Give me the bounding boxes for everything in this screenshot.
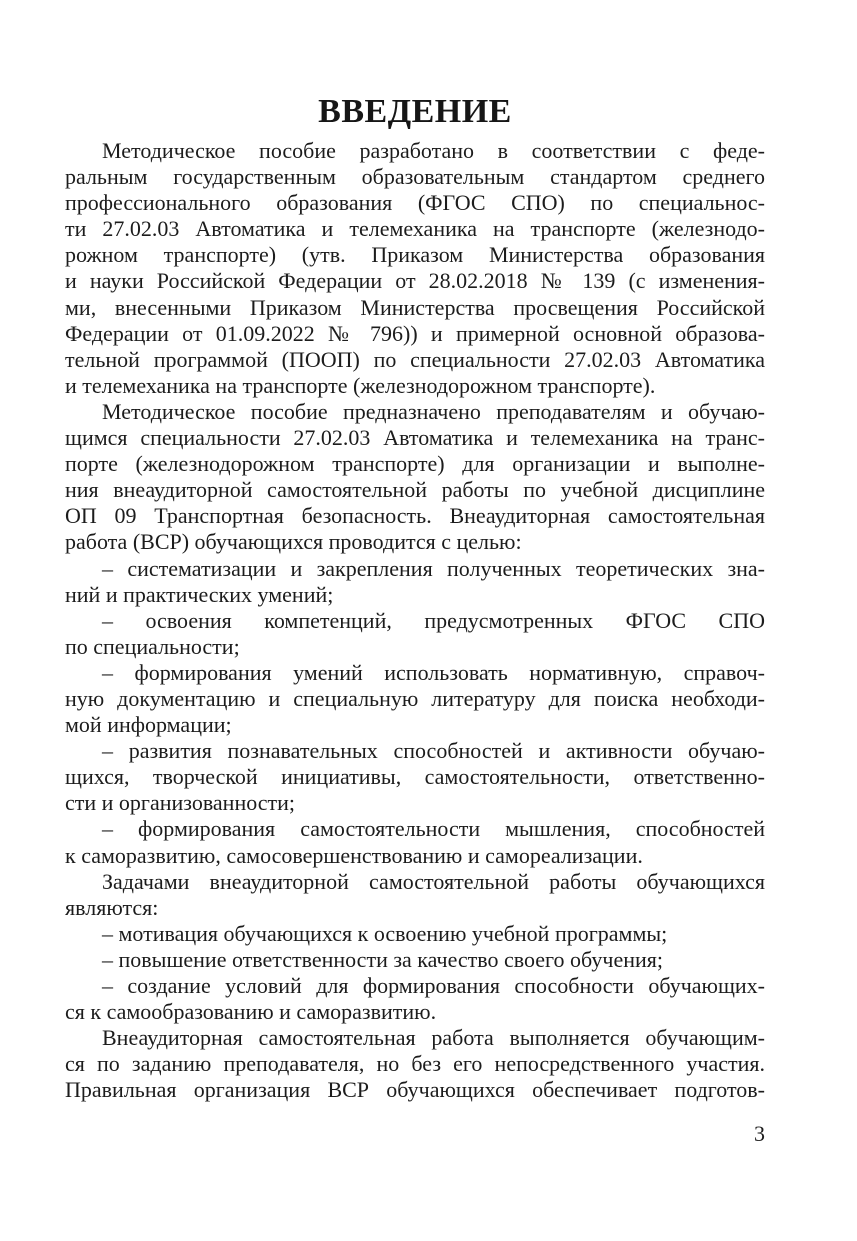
text-line: рожном транспорте) (утв. Приказом Министерства образования <box>65 242 765 268</box>
paragraph <box>65 947 765 973</box>
paragraph <box>65 921 765 947</box>
page-number: 3 <box>754 1121 765 1146</box>
paragraph <box>65 608 765 660</box>
text-line: работа (ВСР) обучающихся проводится с целью: <box>65 529 522 555</box>
text-line: – формирования умений использовать нормативную, справоч- <box>102 659 765 685</box>
text-line: ральным государственным образовательным стандартом среднего <box>65 164 765 190</box>
paragraph <box>65 556 765 608</box>
text-line: ний и практических умений; <box>65 581 334 607</box>
text-line: Методическое пособие разработано в соответствии с феде- <box>102 138 765 163</box>
text-line: щихся, творческой инициативы, самостоятельности, ответственно- <box>65 764 765 790</box>
text-line: Внеаудиторная самостоятельная работа выполняется обучающим- <box>102 1025 765 1051</box>
page-content <box>65 93 765 1103</box>
text-line: ми, внесенными Приказом Министерства просвещения Российской <box>65 294 765 320</box>
paragraph <box>65 738 765 816</box>
text-line: к саморазвитию, самосовершенствованию и самореализации. <box>65 842 643 868</box>
paragraph <box>65 1025 765 1103</box>
text-line: Федерации от 01.09.2022 № 796)) и примерной основной образова- <box>65 320 765 346</box>
text-line: ную документацию и специальную литературу для поиска необходи- <box>65 685 765 711</box>
text-line: – формирования самостоятельности мышления, способностей <box>102 816 765 842</box>
text-line: и науки Российской Федерации от 28.02.2018 № 139 (с изменения- <box>65 268 765 294</box>
paragraph <box>65 399 765 556</box>
paragraph <box>65 660 765 738</box>
text-line: Методическое пособие предназначено преподавателям и обучаю- <box>102 398 765 424</box>
text-line: профессионального образования (ФГОС СПО) по специальнос- <box>65 190 765 216</box>
text-line: – создание условий для формирования способности обучающих- <box>102 973 765 998</box>
text-line: – мотивация обучающихся к освоению учебной программы; <box>102 920 668 946</box>
text-line: Задачами внеаудиторной самостоятельной работы обучающихся <box>102 868 765 894</box>
paragraph <box>65 816 765 868</box>
text-line: Правильная организация ВСР обучающихся обеспечивает подготов- <box>65 1077 765 1103</box>
text-line: щимся специальности 27.02.03 Автоматика и телемеханика на транс- <box>65 425 765 451</box>
text-line: ния внеаудиторной самостоятельной работы по учебной дисциплине <box>65 477 765 503</box>
text-line: порте (железнодорожном транспорте) для организации и выполне- <box>65 451 765 477</box>
text-line: – повышение ответственности за качество своего обучения; <box>102 946 663 972</box>
paragraph <box>65 869 765 921</box>
text-line: ся к самообразованию и саморазвитию. <box>65 999 437 1025</box>
text-line: – освоения компетенций, предусмотренных ФГОС СПО <box>102 607 765 633</box>
page-title: ВВЕДЕНИЕ <box>318 93 512 130</box>
text-line: по специальности; <box>65 633 240 659</box>
paragraph <box>65 973 765 1025</box>
text-block <box>65 138 765 1103</box>
text-line: являются: <box>65 894 159 920</box>
text-line: тельной программой (ПООП) по специальности 27.02.03 Автоматика <box>65 346 765 372</box>
text-line: ся по заданию преподавателя, но без его непосредственного участия. <box>65 1051 765 1077</box>
paragraph <box>65 138 765 399</box>
text-line: мой информации; <box>65 712 232 738</box>
text-line: ти 27.02.03 Автоматика и телемеханика на транспорте (железнодо- <box>65 216 765 242</box>
text-line: ОП 09 Транспортная безопасность. Внеаудиторная самостоятельная <box>65 503 765 529</box>
text-line: сти и организованности; <box>65 790 296 816</box>
text-line: – систематизации и закрепления полученных теоретических зна- <box>102 555 765 581</box>
text-line: – развития познавательных способностей и активности обучаю- <box>102 738 765 764</box>
text-line: и телемеханика на транспорте (железнодорожном транспорте). <box>65 372 656 398</box>
